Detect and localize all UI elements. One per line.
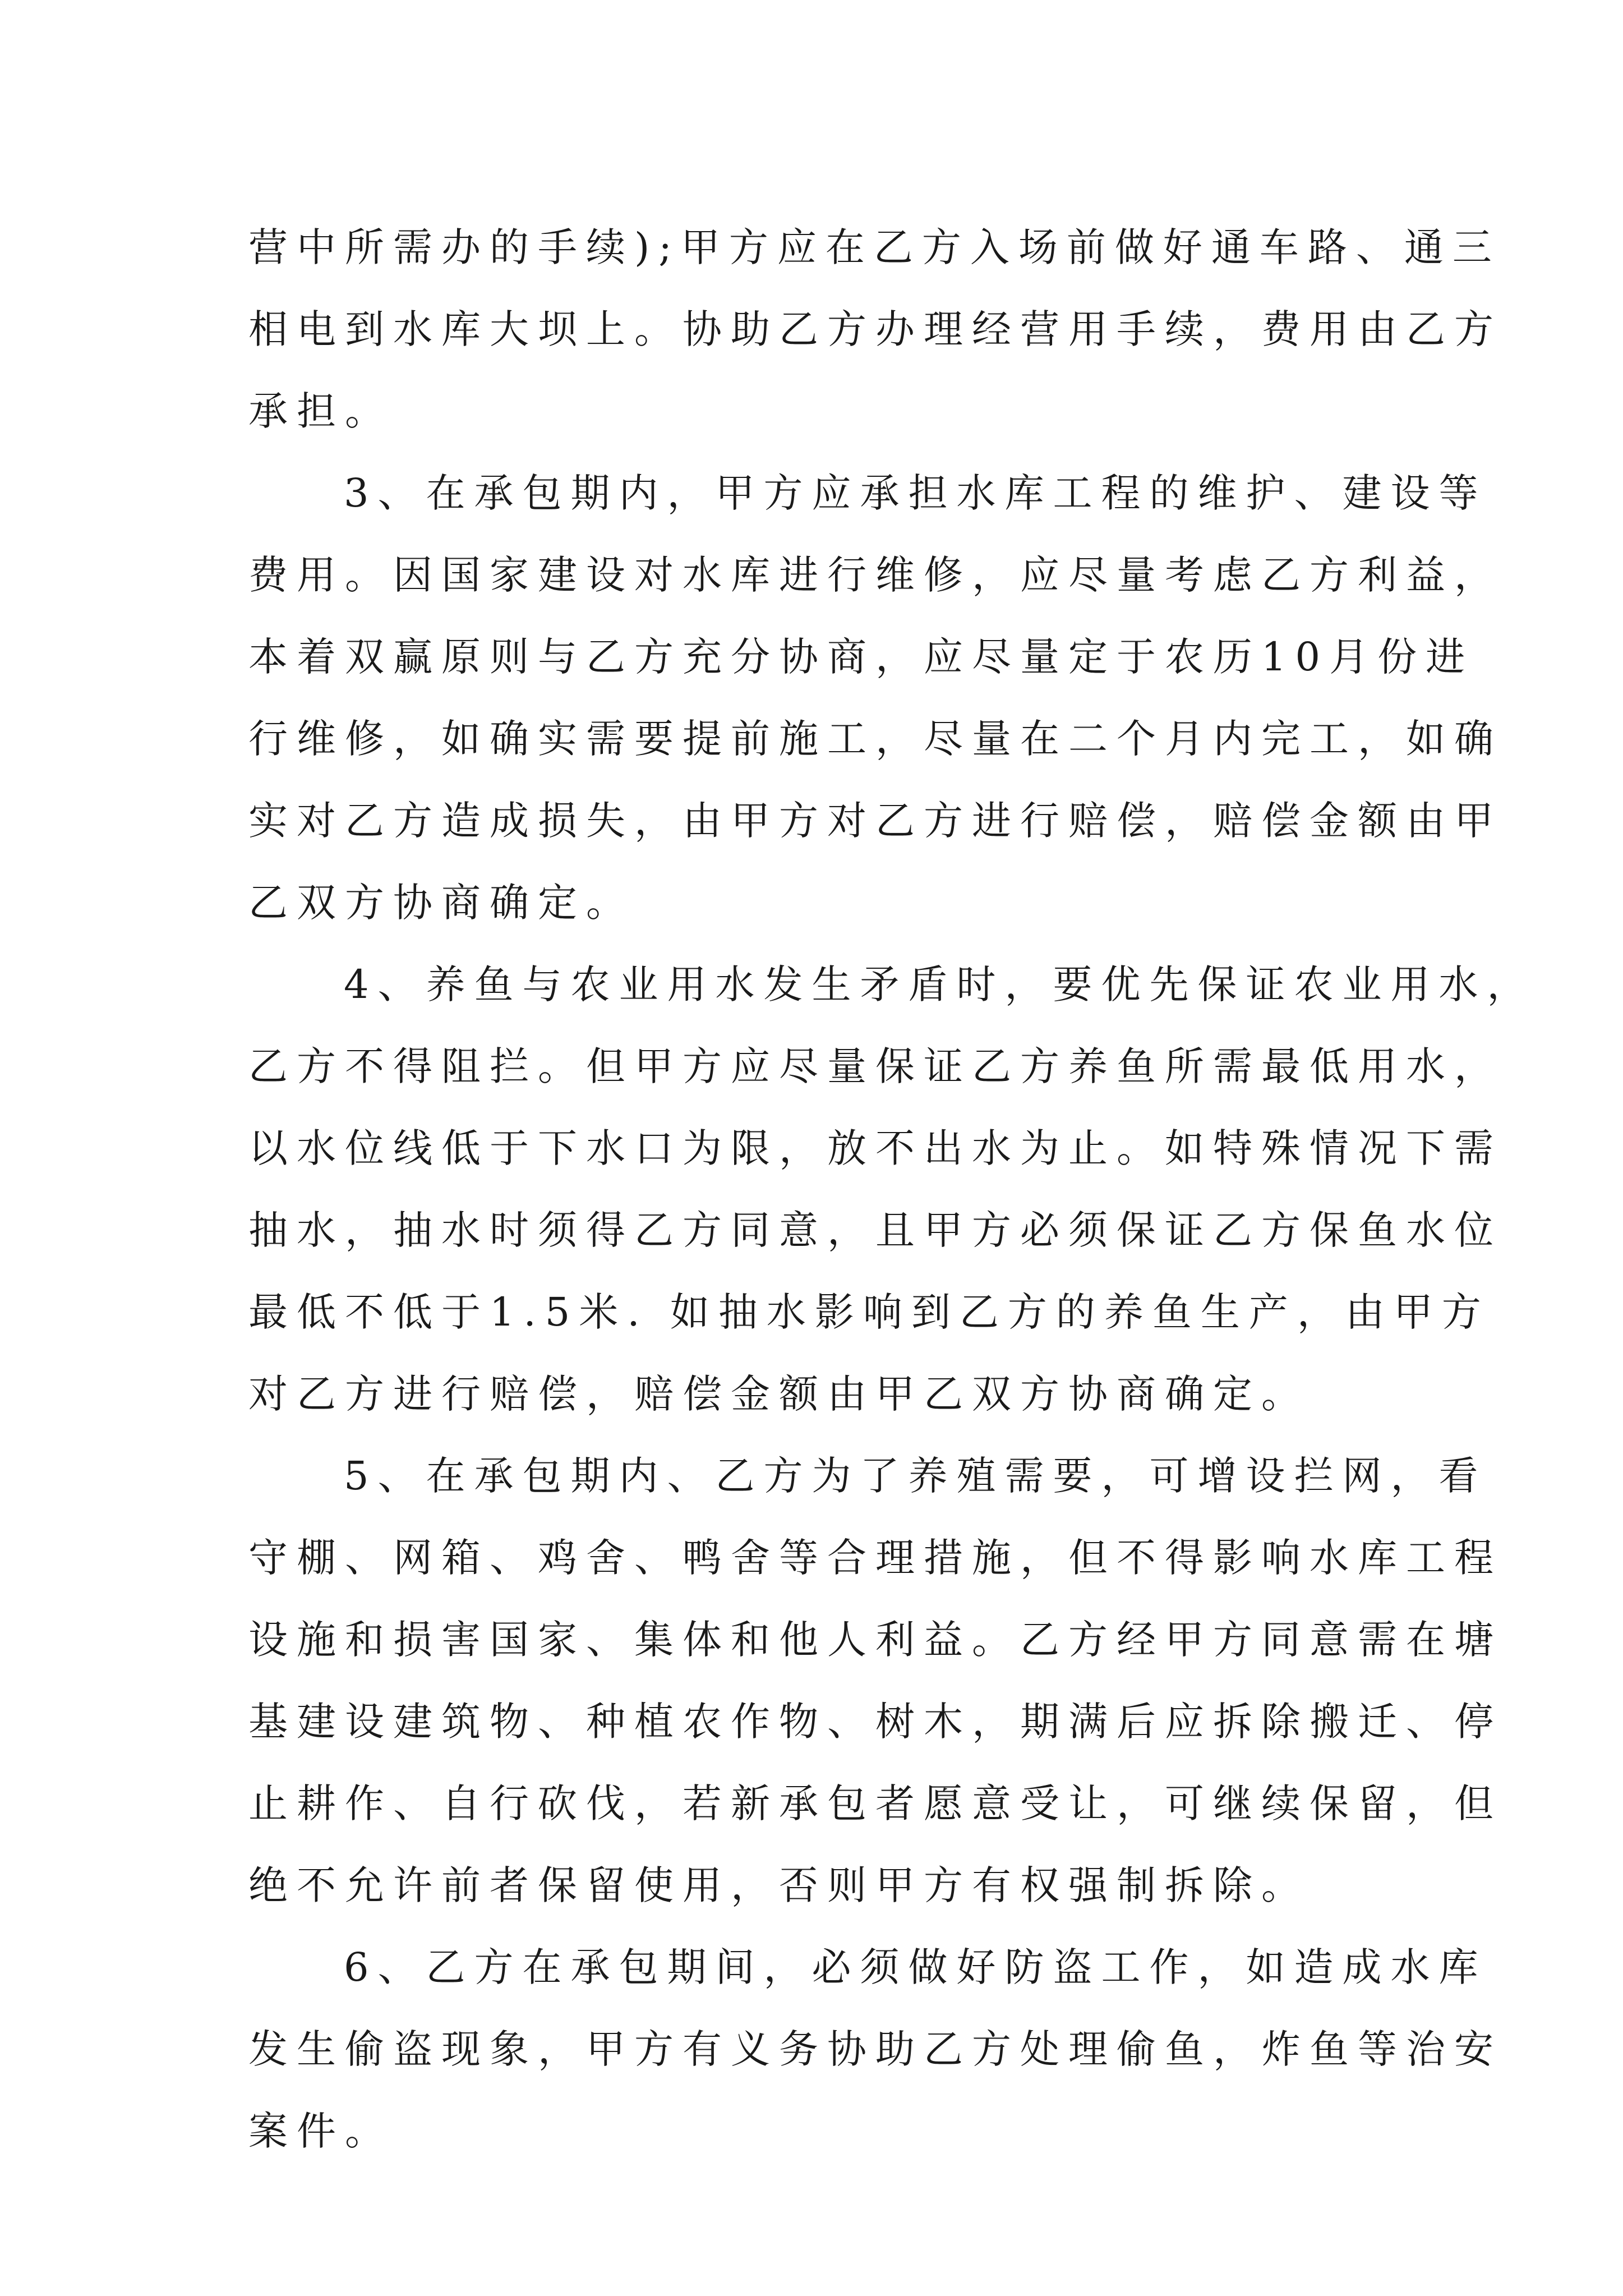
text-line: 行维修，如确实需要提前施工，尽量在二个月内完工，如确 (248, 716, 1502, 762)
document-body (248, 206, 1536, 2172)
text-line: 发生偷盗现象，甲方有义务协助乙方处理偷鱼，炸鱼等治安 (248, 2026, 1502, 2072)
text-line: 对乙方进行赔偿，赔偿金额由甲乙双方协商确定。 (248, 1371, 1310, 1417)
text-line: 案件。 (248, 2108, 393, 2154)
text-line: 止耕作、自行砍伐，若新承包者愿意受让，可继续保留，但 (248, 1780, 1502, 1826)
text-line: 乙双方协商确定。 (248, 880, 634, 926)
text-line: 5、在承包期内、乙方为了养殖需要，可增设拦网，看 (344, 1453, 1487, 1499)
text-line: 绝不允许前者保留使用，否则甲方有权强制拆除。 (248, 1862, 1310, 1908)
text-line: 相电到水库大坝上。协助乙方办理经营用手续，费用由乙方 (248, 306, 1502, 352)
text-line: 6、乙方在承包期间，必须做好防盗工作，如造成水库 (344, 1944, 1487, 1990)
text-line: 以水位线低于下水口为限，放不出水为止。如特殊情况下需 (248, 1125, 1502, 1171)
paragraph-clause-3 (248, 452, 1502, 944)
paragraph-clause-5 (248, 1435, 1502, 1926)
text-line: 4、养鱼与农业用水发生矛盾时，要优先保证农业用水， (344, 961, 1536, 1007)
text-line: 实对乙方造成损失，由甲方对乙方进行赔偿，赔偿金额由甲 (248, 798, 1502, 844)
paragraph-clause-6 (248, 1926, 1502, 2172)
paragraph-clause-4 (248, 944, 1536, 1435)
text-line: 本着双赢原则与乙方充分协商，应尽量定于农历10月份进 (248, 634, 1474, 680)
text-line: 守棚、网箱、鸡舍、鸭舍等合理措施，但不得影响水库工程 (248, 1535, 1502, 1581)
text-line: 乙方不得阻拦。但甲方应尽量保证乙方养鱼所需最低用水， (248, 1043, 1502, 1089)
text-line: 最低不低于1.5米. 如抽水影响到乙方的养鱼生产，由甲方 (248, 1289, 1490, 1335)
text-line: 抽水，抽水时须得乙方同意，且甲方必须保证乙方保鱼水位 (248, 1207, 1502, 1253)
paragraph-continuation (248, 206, 1502, 452)
text-line: 承担。 (248, 388, 393, 434)
text-line: 费用。因国家建设对水库进行维修，应尽量考虑乙方利益， (248, 552, 1502, 598)
text-line: 设施和损害国家、集体和他人利益。乙方经甲方同意需在塘 (248, 1617, 1502, 1663)
text-line: 3、在承包期内，甲方应承担水库工程的维护、建设等 (344, 470, 1487, 516)
text-line: 营中所需办的手续);甲方应在乙方入场前做好通车路、通三 (248, 224, 1501, 270)
text-line: 基建设建筑物、种植农作物、树木，期满后应拆除搬迁、停 (248, 1699, 1502, 1745)
